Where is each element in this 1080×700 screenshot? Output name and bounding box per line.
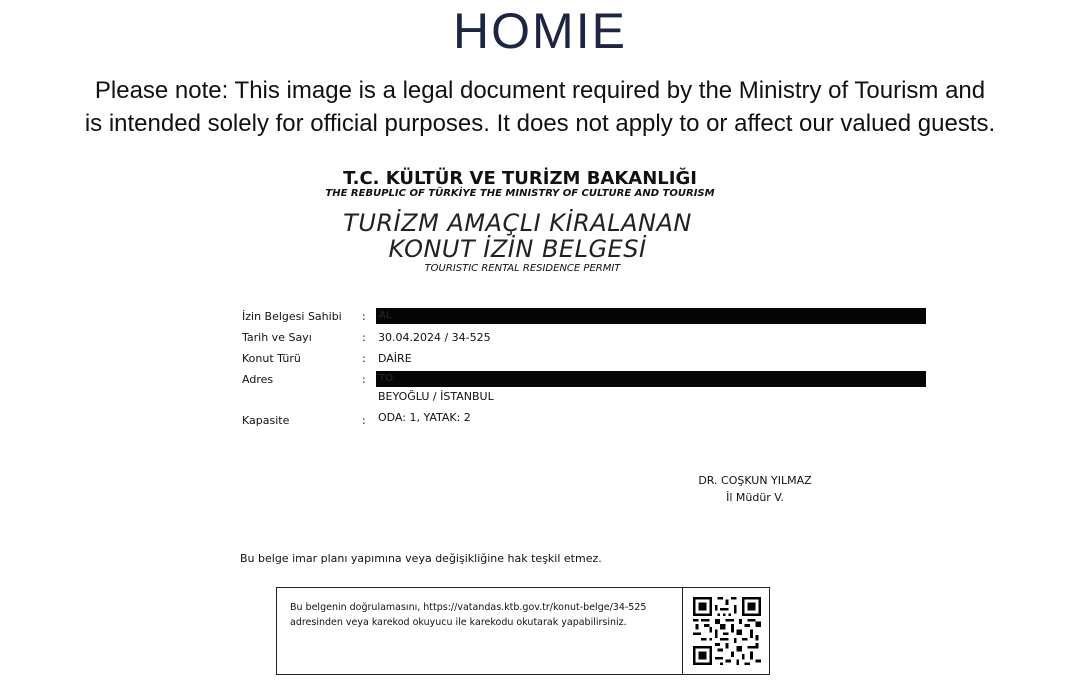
- permit-fields: [242, 308, 932, 430]
- field-label: Tarih ve Sayı: [242, 331, 312, 344]
- field-colon: :: [362, 310, 366, 323]
- redacted-value-prefix: AL: [379, 310, 392, 321]
- field-label: İzin Belgesi Sahibi: [242, 310, 342, 323]
- legal-notice-line-2: is intended solely for official purposes. It does not apply to or affect our valued guests.: [84, 110, 996, 137]
- ministry-title: T.C. KÜLTÜR VE TURİZM BAKANLIĞI: [343, 168, 697, 189]
- verification-line-2: adresinden veya karekod okuyucu ile karekodu okutarak yapabilirsiniz.: [290, 617, 627, 628]
- brand-logo: HOMIE: [453, 3, 627, 59]
- redaction-bar: [376, 308, 926, 324]
- field-value: 30.04.2024 / 34-525: [378, 331, 491, 344]
- signatory-name: DR. COŞKUN YILMAZ: [698, 474, 812, 487]
- legal-notice: [0, 74, 1080, 140]
- field-label: Kapasite: [242, 414, 290, 427]
- field-label: Adres: [242, 373, 274, 386]
- verification-box: [276, 587, 770, 675]
- field-address: [242, 371, 932, 388]
- field-label: Konut Türü: [242, 352, 301, 365]
- permit-title: [0, 210, 1035, 262]
- field-capacity: [242, 409, 932, 430]
- verification-text: [290, 600, 680, 630]
- redacted-value-prefix: TO: [379, 373, 393, 384]
- qr-code-icon[interactable]: [693, 597, 761, 665]
- permit-title-line-1: TURİZM AMAÇLI KİRALANAN: [343, 209, 692, 237]
- field-colon: :: [362, 414, 366, 427]
- field-owner: [242, 308, 932, 329]
- field-colon: :: [362, 331, 366, 344]
- field-value: ODA: 1, YATAK: 2: [378, 411, 471, 424]
- legal-notice-line-1: Please note: This image is a legal document required by the Ministry of Tourism and: [94, 77, 986, 104]
- field-value: DAİRE: [378, 352, 412, 365]
- redaction-bar: [376, 371, 926, 387]
- verification-line-1: Bu belgenin doğrulamasını, https://vatandas.ktb.gov.tr/konut-belge/34-525: [290, 602, 647, 613]
- disclaimer: Bu belge imar planı yapımına veya değişikliğine hak teşkil etmez.: [240, 552, 602, 565]
- field-colon: :: [362, 352, 366, 365]
- signatory-title: İl Müdür V.: [726, 491, 784, 504]
- field-date-number: [242, 329, 932, 350]
- permit-title-line-2: KONUT İZİN BELGESİ: [388, 235, 647, 263]
- ministry-subtitle: THE REBUPLIC OF TÜRKİYE THE MINISTRY OF CULTURE AND TOURISM: [325, 188, 715, 199]
- signatory-block: [660, 472, 850, 506]
- field-address-line-2: [242, 388, 932, 409]
- permit-subtitle: TOURISTIC RENTAL RESIDENCE PERMIT: [424, 263, 621, 274]
- field-residence-type: [242, 350, 932, 371]
- field-colon: :: [362, 373, 366, 386]
- field-value: BEYOĞLU / İSTANBUL: [378, 390, 494, 403]
- divider: [682, 588, 683, 674]
